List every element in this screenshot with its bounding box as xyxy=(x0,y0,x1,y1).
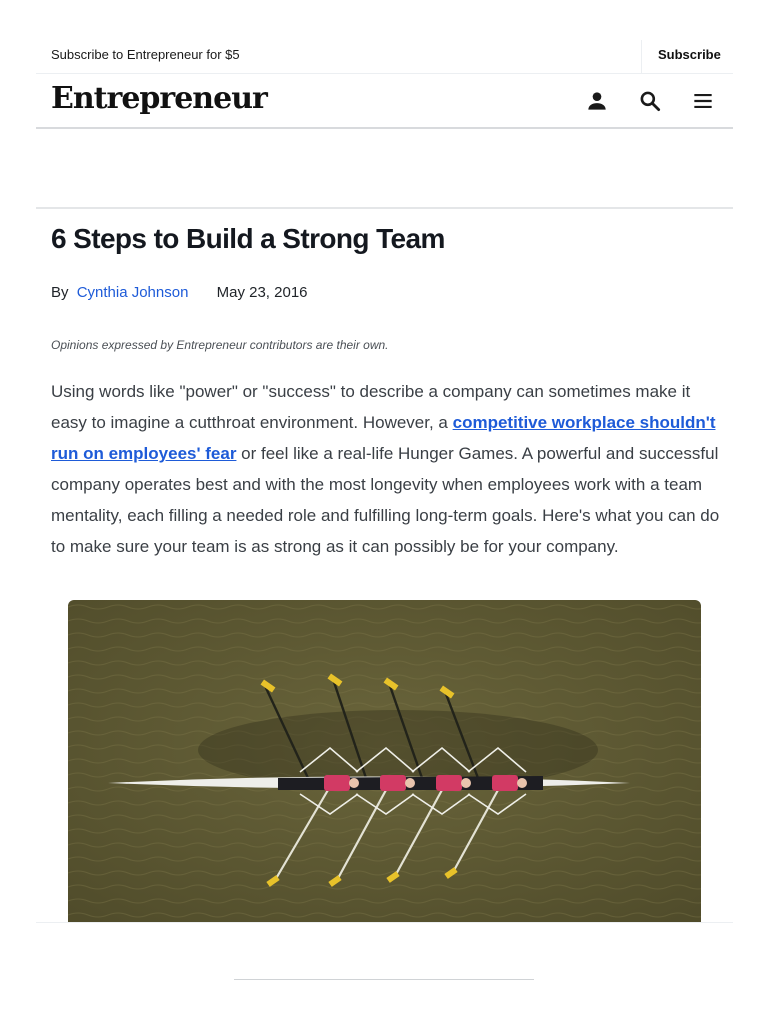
content-divider xyxy=(36,922,733,923)
masthead xyxy=(36,74,733,129)
promo-bar xyxy=(36,36,733,74)
account-icon[interactable] xyxy=(584,88,610,114)
footer-rule xyxy=(234,979,534,980)
disclaimer: Opinions expressed by Entrepreneur contributors are their own. xyxy=(51,338,389,352)
paragraph-text-after-link: or feel like a real-life Hunger Games. A powerful and successful company operates best and with the most longevity when employees work with a team mentality, each filling a needed role and fulfilling long-term goals. Here's what you can do to make sure your team is as strong as it can possibly be for your company. xyxy=(51,444,720,556)
subscribe-button[interactable]: Subscribe xyxy=(658,47,721,62)
competitive-workplace-link[interactable]: competitive workplace shouldn't run on employees' fear xyxy=(51,413,716,463)
ad-divider xyxy=(36,207,733,209)
byline xyxy=(51,284,308,301)
search-icon[interactable] xyxy=(637,88,663,114)
by-label: By xyxy=(51,284,69,301)
article-title: 6 Steps to Build a Strong Team xyxy=(51,223,445,254)
promo-separator xyxy=(641,40,642,73)
menu-icon[interactable] xyxy=(690,88,716,114)
site-logo[interactable]: Entrepreneur xyxy=(51,81,267,116)
page xyxy=(36,36,733,1024)
author-link[interactable]: Cynthia Johnson xyxy=(76,284,189,301)
hero-image xyxy=(68,600,701,922)
publish-date: May 23, 2016 xyxy=(216,284,308,301)
paragraph-text-before-link: Using words like "power" or "success" to describe a company can sometimes make it easy to imagine a cutthroat environment. However, a xyxy=(51,382,691,432)
promo-text: Subscribe to Entrepreneur for $5 xyxy=(51,47,240,62)
article-paragraph xyxy=(51,376,721,562)
